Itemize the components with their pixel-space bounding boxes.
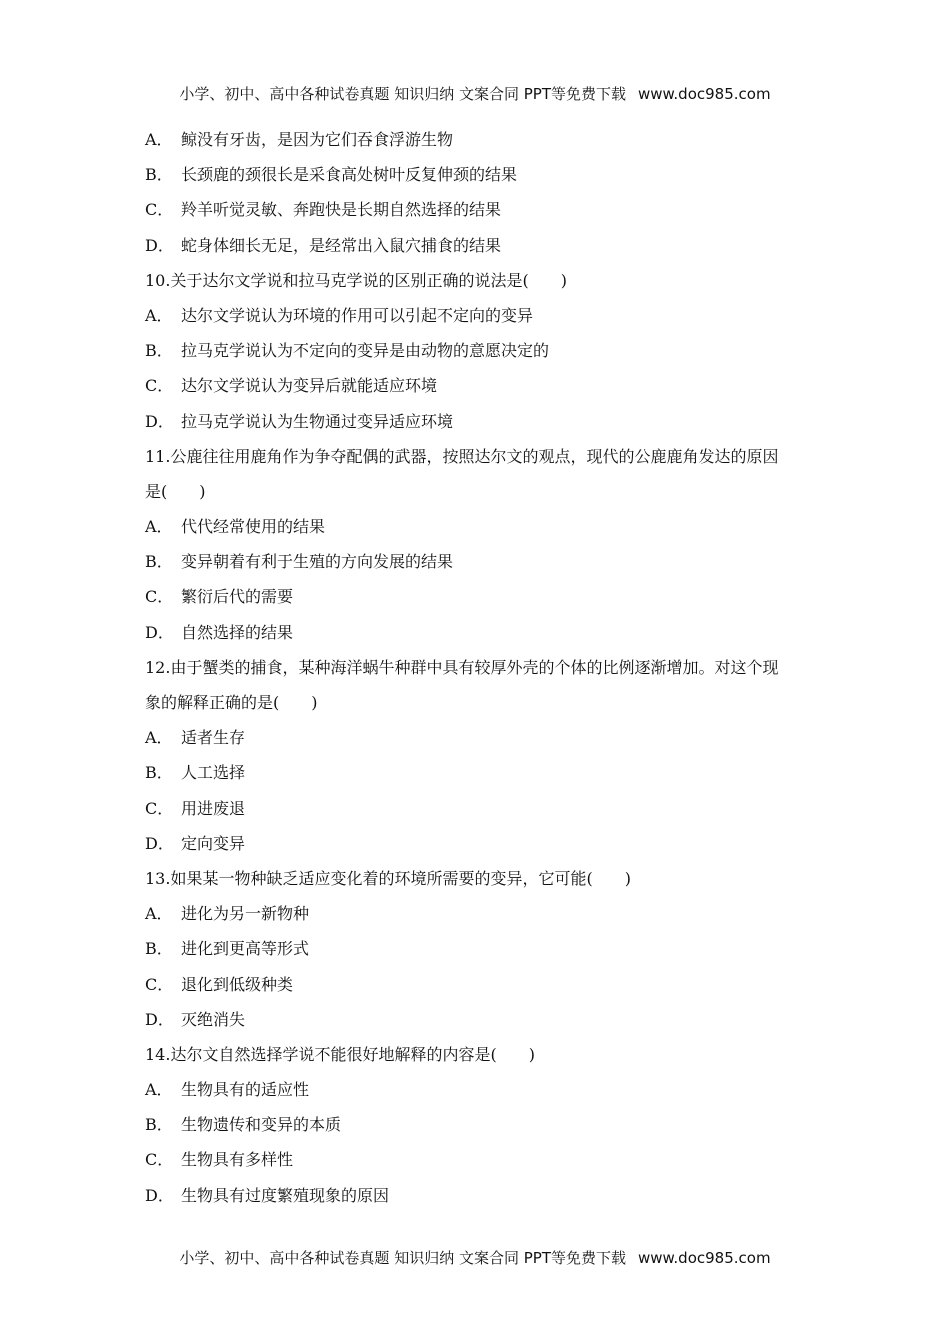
option-letter: A．: [145, 130, 173, 149]
option-letter: B．: [145, 763, 173, 783]
option-text: 变异朝着有利于生殖的方向发展的结果: [181, 552, 454, 572]
q12-stem-line2: 象的解释正确的是( ): [145, 693, 318, 712]
option-text: 蛇身体细长无足，是经常出入鼠穴捕食的结果: [181, 235, 502, 255]
q11-option-b: [145, 544, 815, 579]
q13-option-b: [145, 931, 815, 966]
option-text: 退化到低级种类: [181, 974, 294, 994]
option-letter: B．: [145, 165, 173, 185]
q13-option-d: [145, 1002, 815, 1037]
option-text: 拉马克学说认为不定向的变异是由动物的意愿决定的: [181, 341, 550, 361]
option-text: 鲸没有牙齿，是因为它们吞食浮游生物: [181, 130, 454, 149]
option-text: 自然选择的结果: [181, 622, 294, 642]
q9-option-a: [145, 122, 815, 157]
option-text: 拉马克学说认为生物通过变异适应环境: [181, 411, 454, 431]
q12-option-c: [145, 791, 815, 826]
option-text: 进化到更高等形式: [181, 939, 310, 959]
option-text: 生物具有过度繁殖现象的原因: [181, 1185, 390, 1205]
header-text: 小学、初中、高中各种试卷真题 知识归纳 文案合同 PPT等免费下载: [179, 85, 626, 103]
q9-option-d: [145, 228, 815, 263]
q11-option-a: [145, 509, 815, 544]
option-letter: D．: [145, 1185, 174, 1205]
option-letter: B．: [145, 552, 173, 572]
option-text: 繁衍后代的需要: [181, 587, 294, 607]
q11-stem-line1: 11.公鹿往往用鹿角作为争夺配偶的武器，按照达尔文的观点，现代的公鹿鹿角发达的原因: [145, 446, 779, 466]
q14-stem: 14.达尔文自然选择学说不能很好地解释的内容是( ): [145, 1044, 535, 1064]
footer-url[interactable]: www.doc985.com: [637, 1249, 771, 1267]
option-text: 达尔文学说认为变异后就能适应环境: [181, 376, 438, 396]
option-letter: C．: [145, 200, 174, 220]
q13-option-a: [145, 896, 815, 931]
q14-option-b: [145, 1107, 815, 1142]
option-letter: A．: [145, 728, 173, 748]
option-letter: B．: [145, 1115, 173, 1135]
q13-option-c: [145, 967, 815, 1002]
q14-option-c: [145, 1142, 815, 1177]
option-letter: D．: [145, 1009, 174, 1029]
q10-option-b: [145, 333, 815, 368]
q10-option-c: [145, 368, 815, 403]
option-text: 灭绝消失: [181, 1009, 246, 1029]
q11-option-c: [145, 579, 815, 614]
q14-option-a: [145, 1072, 815, 1107]
option-letter: D．: [145, 411, 174, 431]
option-text: 人工选择: [181, 763, 246, 783]
option-text: 达尔文学说认为环境的作用可以引起不定向的变异: [181, 305, 534, 325]
option-letter: A．: [145, 517, 173, 537]
page-footer-banner: [0, 1247, 950, 1268]
option-letter: D．: [145, 622, 174, 642]
option-letter: C．: [145, 587, 174, 607]
footer-text: 小学、初中、高中各种试卷真题 知识归纳 文案合同 PPT等免费下载: [179, 1249, 626, 1267]
option-letter: D．: [145, 833, 174, 853]
option-letter: A．: [145, 1080, 173, 1100]
q13-stem: 13.如果某一物种缺乏适应变化着的环境所需要的变异，它可能( ): [145, 868, 631, 888]
option-text: 代代经常使用的结果: [181, 517, 326, 537]
q10-stem: 10.关于达尔文学说和拉马克学说的区别正确的说法是( ): [145, 270, 567, 290]
q12-stem-line1: 12.由于蟹类的捕食，某种海洋蜗牛种群中具有较厚外壳的个体的比例逐渐增加。对这个现: [145, 657, 779, 677]
option-letter: B．: [145, 341, 173, 361]
q9-option-c: [145, 192, 815, 227]
q12-option-a: [145, 720, 815, 755]
option-letter: D．: [145, 235, 174, 255]
option-letter: C．: [145, 376, 174, 396]
q10-option-a: [145, 298, 815, 333]
option-letter: C．: [145, 798, 174, 818]
option-letter: B．: [145, 939, 173, 959]
q12-option-b: [145, 755, 815, 790]
option-text: 定向变异: [181, 833, 246, 853]
option-letter: C．: [145, 974, 174, 994]
q11-option-d: [145, 615, 815, 650]
option-text: 适者生存: [181, 728, 246, 748]
option-text: 羚羊听觉灵敏、奔跑快是长期自然选择的结果: [181, 200, 502, 220]
option-text: 长颈鹿的颈很长是采食高处树叶反复伸颈的结果: [181, 165, 518, 185]
option-text: 生物具有的适应性: [181, 1080, 310, 1100]
option-text: 生物遗传和变异的本质: [181, 1115, 342, 1135]
question-content: [145, 122, 815, 1213]
q11-stem-line2: 是( ): [145, 481, 206, 501]
q12-option-d: [145, 826, 815, 861]
page-header-banner: [0, 83, 950, 104]
q10-option-d: [145, 404, 815, 439]
option-text: 进化为另一新物种: [181, 904, 310, 924]
option-text: 生物具有多样性: [181, 1150, 294, 1170]
q9-option-b: [145, 157, 815, 192]
q14-option-d: [145, 1178, 815, 1213]
option-text: 用进废退: [181, 798, 246, 818]
option-letter: A．: [145, 904, 173, 924]
option-letter: C．: [145, 1150, 174, 1170]
option-letter: A．: [145, 305, 173, 325]
header-url[interactable]: www.doc985.com: [637, 85, 771, 103]
